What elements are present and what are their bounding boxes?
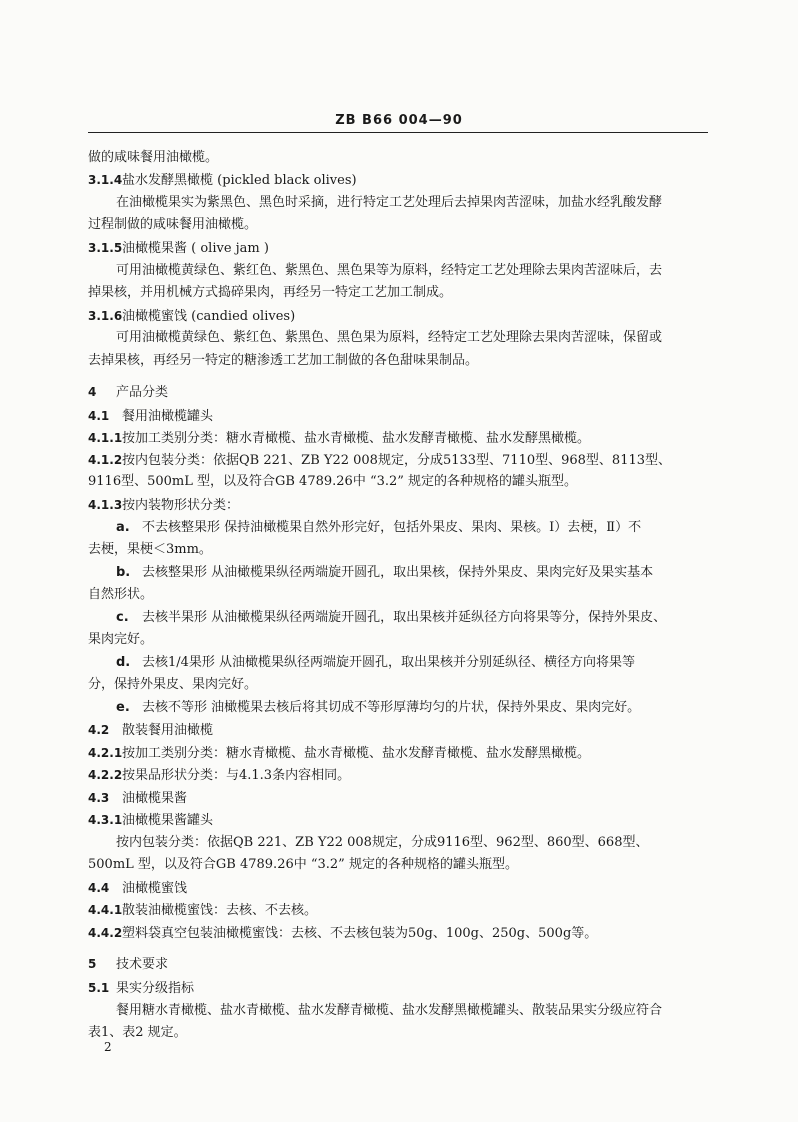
clause-title: 盐水发酵黑橄榄 (pickled black olives)	[122, 173, 357, 188]
text-line: 去掉果核，再经另一特定的糖渗透工艺加工制做的各色甜味果制品。	[88, 353, 479, 368]
item-text: 去核不等形 油橄榄果去核后将其切成不等形厚薄均匀的片状，保持外果皮、果肉完好。	[142, 700, 641, 715]
clause-number: 4.2	[88, 723, 110, 737]
text-line: 果肉完好。	[88, 632, 154, 647]
clause-number: 4.4.2	[88, 926, 123, 940]
clause-4-3-1	[88, 812, 708, 829]
clause-5-1	[88, 980, 708, 997]
clause-number: 4.1.2	[88, 453, 123, 467]
text-line: 去梗，果梗＜3mm。	[88, 542, 212, 557]
item-d	[116, 655, 708, 671]
text-line: 餐用糖水青橄榄、盐水青橄榄、盐水发酵青橄榄、盐水发酵黑橄榄罐头、散装品果实分级应符合	[116, 1003, 663, 1018]
item-marker: c.	[116, 610, 129, 625]
clause-number: 4.1.1	[88, 431, 123, 445]
clause-4-4	[88, 880, 708, 897]
clause-text: 塑料袋真空包装油橄榄蜜饯：去核、不去核包装为50g、100g、250g、500g等。	[122, 926, 598, 941]
text-line: 掉果核，并用机械方式捣碎果肉，再经另一特定工艺加工制成。	[88, 285, 453, 300]
clause-4-2-2	[88, 767, 708, 784]
clause-4-4-2	[88, 925, 708, 942]
text-line: 过程制做的咸味餐用油橄榄。	[88, 217, 258, 232]
clause-number: 4.3	[88, 791, 110, 805]
clause-number: 4.2.1	[88, 746, 123, 760]
item-c	[116, 610, 708, 626]
item-marker: a.	[116, 520, 130, 535]
text-line: 按内包装分类：依据QB 221、ZB Y22 008规定，分成9116型、962型、860型、668型、	[116, 835, 649, 850]
text-line: 分，保持外果皮、果肉完好。	[88, 677, 258, 692]
section-5-heading	[88, 956, 708, 973]
section-number: 5	[88, 957, 97, 971]
clause-number: 3.1.5	[88, 241, 123, 255]
text-line: 自然形状。	[88, 587, 154, 602]
clause-number: 4.4	[88, 881, 110, 895]
text-line: 可用油橄榄黄绿色、紫红色、紫黑色、黑色果为原料，经特定工艺处理除去果肉苦涩味，保留或	[116, 330, 663, 345]
clause-text: 按加工类别分类：糖水青橄榄、盐水青橄榄、盐水发酵青橄榄、盐水发酵黑橄榄。	[122, 431, 591, 446]
clause-title: 油橄榄蜜饯	[122, 881, 188, 896]
clause-text: 按果品形状分类：与4.1.3条内容相同。	[122, 768, 351, 783]
section-4-heading	[88, 384, 708, 401]
section-title: 产品分类	[116, 385, 169, 400]
clause-number: 4.1.3	[88, 498, 123, 512]
item-marker: d.	[116, 655, 131, 670]
text-line: 9116型、500mL 型，以及符合GB 4789.26中 “3.2” 规定的各种规格的罐头瓶型。	[88, 474, 578, 489]
item-marker: e.	[116, 700, 130, 715]
clause-4-4-1	[88, 902, 708, 919]
clause-text: 散装油橄榄蜜饯：去核、不去核。	[122, 903, 318, 918]
text-line: 做的咸味餐用油橄榄。	[88, 150, 219, 165]
clause-text: 按内包装分类：依据QB 221、ZB Y22 008规定，分成5133型、7110型、968型、8113型、	[122, 453, 672, 468]
clause-title: 油橄榄蜜饯 (candied olives)	[122, 309, 296, 324]
clause-4-1	[88, 408, 708, 425]
text-line: 500mL 型，以及符合GB 4789.26中 “3.2” 规定的各种规格的罐头瓶型。	[88, 857, 518, 872]
clause-number: 5.1	[88, 981, 110, 995]
clause-text: 按加工类别分类：糖水青橄榄、盐水青橄榄、盐水发酵青橄榄、盐水发酵黑橄榄。	[122, 746, 591, 761]
clause-4-3	[88, 790, 708, 807]
clause-title: 散装餐用油橄榄	[122, 723, 214, 738]
clause-title: 餐用油橄榄罐头	[122, 409, 214, 424]
clause-4-2	[88, 722, 708, 739]
clause-number: 4.3.1	[88, 813, 123, 827]
text-line: 在油橄榄果实为紫黑色、黑色时采摘，进行特定工艺处理后去掉果肉苦涩味，加盐水经乳酸发酵	[116, 195, 663, 210]
item-text: 去核1/4果形 从油橄榄果纵径两端旋开圆孔，取出果核并分别延纵径、横径方向将果等	[142, 655, 636, 670]
clause-number: 3.1.6	[88, 309, 123, 323]
item-text: 去核整果形 从油橄榄果纵径两端旋开圆孔，取出果核，保持外果皮、果肉完好及果实基本	[142, 565, 654, 580]
clause-number: 3.1.4	[88, 173, 123, 187]
clause-3-1-5	[88, 240, 708, 257]
header-rule	[88, 132, 708, 133]
clause-title: 果实分级指标	[116, 981, 195, 996]
item-text: 去核半果形 从油橄榄果纵径两端旋开圆孔，取出果核并延纵径方向将果等分，保持外果皮、	[142, 610, 667, 625]
clause-number: 4.1	[88, 409, 110, 423]
clause-title: 油橄榄果酱 ( olive jam )	[122, 241, 269, 256]
text-line: 表1、表2 规定。	[88, 1025, 187, 1040]
item-b	[116, 565, 708, 581]
section-number: 4	[88, 385, 97, 399]
clause-number: 4.2.2	[88, 768, 123, 782]
item-marker: b.	[116, 565, 131, 580]
item-e	[116, 700, 708, 716]
clause-4-2-1	[88, 745, 708, 762]
clause-title: 油橄榄果酱	[122, 791, 188, 806]
clause-3-1-4	[88, 172, 708, 189]
clause-title: 油橄榄果酱罐头	[122, 813, 214, 828]
section-title: 技术要求	[116, 957, 169, 972]
page-number: 2	[104, 1040, 112, 1054]
clause-4-1-2	[88, 452, 708, 469]
clause-4-1-1	[88, 430, 708, 447]
text-line: 可用油橄榄黄绿色、紫红色、紫黑色、黑色果等为原料，经特定工艺处理除去果肉苦涩味后，去	[116, 263, 663, 278]
item-a	[116, 520, 708, 536]
clause-4-1-3	[88, 497, 708, 514]
clause-number: 4.4.1	[88, 903, 123, 917]
clause-3-1-6	[88, 308, 708, 325]
clause-text: 按内装物形状分类：	[122, 498, 240, 513]
item-text: 不去核整果形 保持油橄榄果自然外形完好，包括外果皮、果肉、果核。Ⅰ）去梗，Ⅱ）不	[142, 520, 642, 535]
standard-header: ZB B66 004—90	[335, 113, 463, 128]
